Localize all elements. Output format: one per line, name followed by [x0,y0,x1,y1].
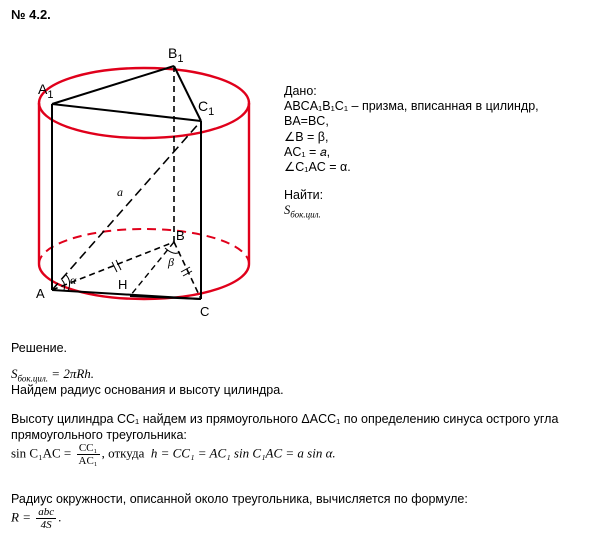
label-C1: $C_1$ [198,98,215,118]
label-alpha: α [70,273,77,287]
edge-B1-C1 [174,66,201,121]
find-target: $S_{бок.цил.}$ [284,203,321,220]
problem-number: № 4.2. [11,7,51,22]
label-A1: $A_1$ [38,81,54,101]
label-C: C [200,304,210,319]
label-H: H [118,277,128,292]
given-heading: Дано: [284,84,317,98]
text-radius-para: Радиус окружности, описанной около треугольника, вычисляется по формуле: [11,492,468,506]
given-line: ∠B = β, [284,129,329,144]
formula-radius: R = $\frac{\text{abc}}{4S}$ . [11,506,62,531]
text-height-para-1: Высоту цилиндра CC₁ найдем из прямоугольного ΔACC₁ по определению синуса острого угла [11,412,559,426]
text-height-para-2: прямоугольного треугольника: [11,428,187,442]
fraction-abc-4s: $\frac{\text{abc}}{4S}$ [38,506,55,531]
cylinder-top-ellipse [39,68,249,138]
tick-BA-1 [112,262,117,272]
label-B: B [176,228,185,243]
tick-BA-2 [116,260,121,270]
label-beta: β [168,255,174,269]
label-A: A [36,286,45,301]
find-block [284,188,323,223]
find-heading: Найти: [284,188,324,202]
label-B1: $B_1$ [168,45,184,65]
text-find-radius-height: Найдем радиус основания и высоту цилиндра. [11,383,284,397]
solution-heading: Решение. [11,341,68,355]
fraction-cc1-ac1: $\frac{\text{CC₁}}{\text{AC₁}}$ [78,442,98,467]
given-line: ∠C₁AC = α. [284,160,351,175]
formula-sin: sin C₁AC = $\frac{\text{CC₁}}{\text{AC₁}}$ , откуда h = CC₁ = AC₁ sin C₁AC = a sin α. [11,442,336,467]
label-a: a [117,185,123,199]
given-line: AC₁ = 𝑎, [284,144,331,159]
edge-A1-C1 [52,104,201,121]
edge-B-C-hidden [174,242,201,299]
diagonal-A-C1 [52,121,201,290]
given-line: BA=BC, [284,114,329,129]
cylinder-bottom-back-arc [39,229,249,264]
given-line: ABCA₁B₁C₁ – призма, вписанная в цилиндр, [284,99,539,114]
edge-A1-B1 [52,66,174,104]
formula-lateral-area: $S_{бок.цил.} = 2\pi Rh$. [11,366,95,384]
given-block [284,84,539,175]
